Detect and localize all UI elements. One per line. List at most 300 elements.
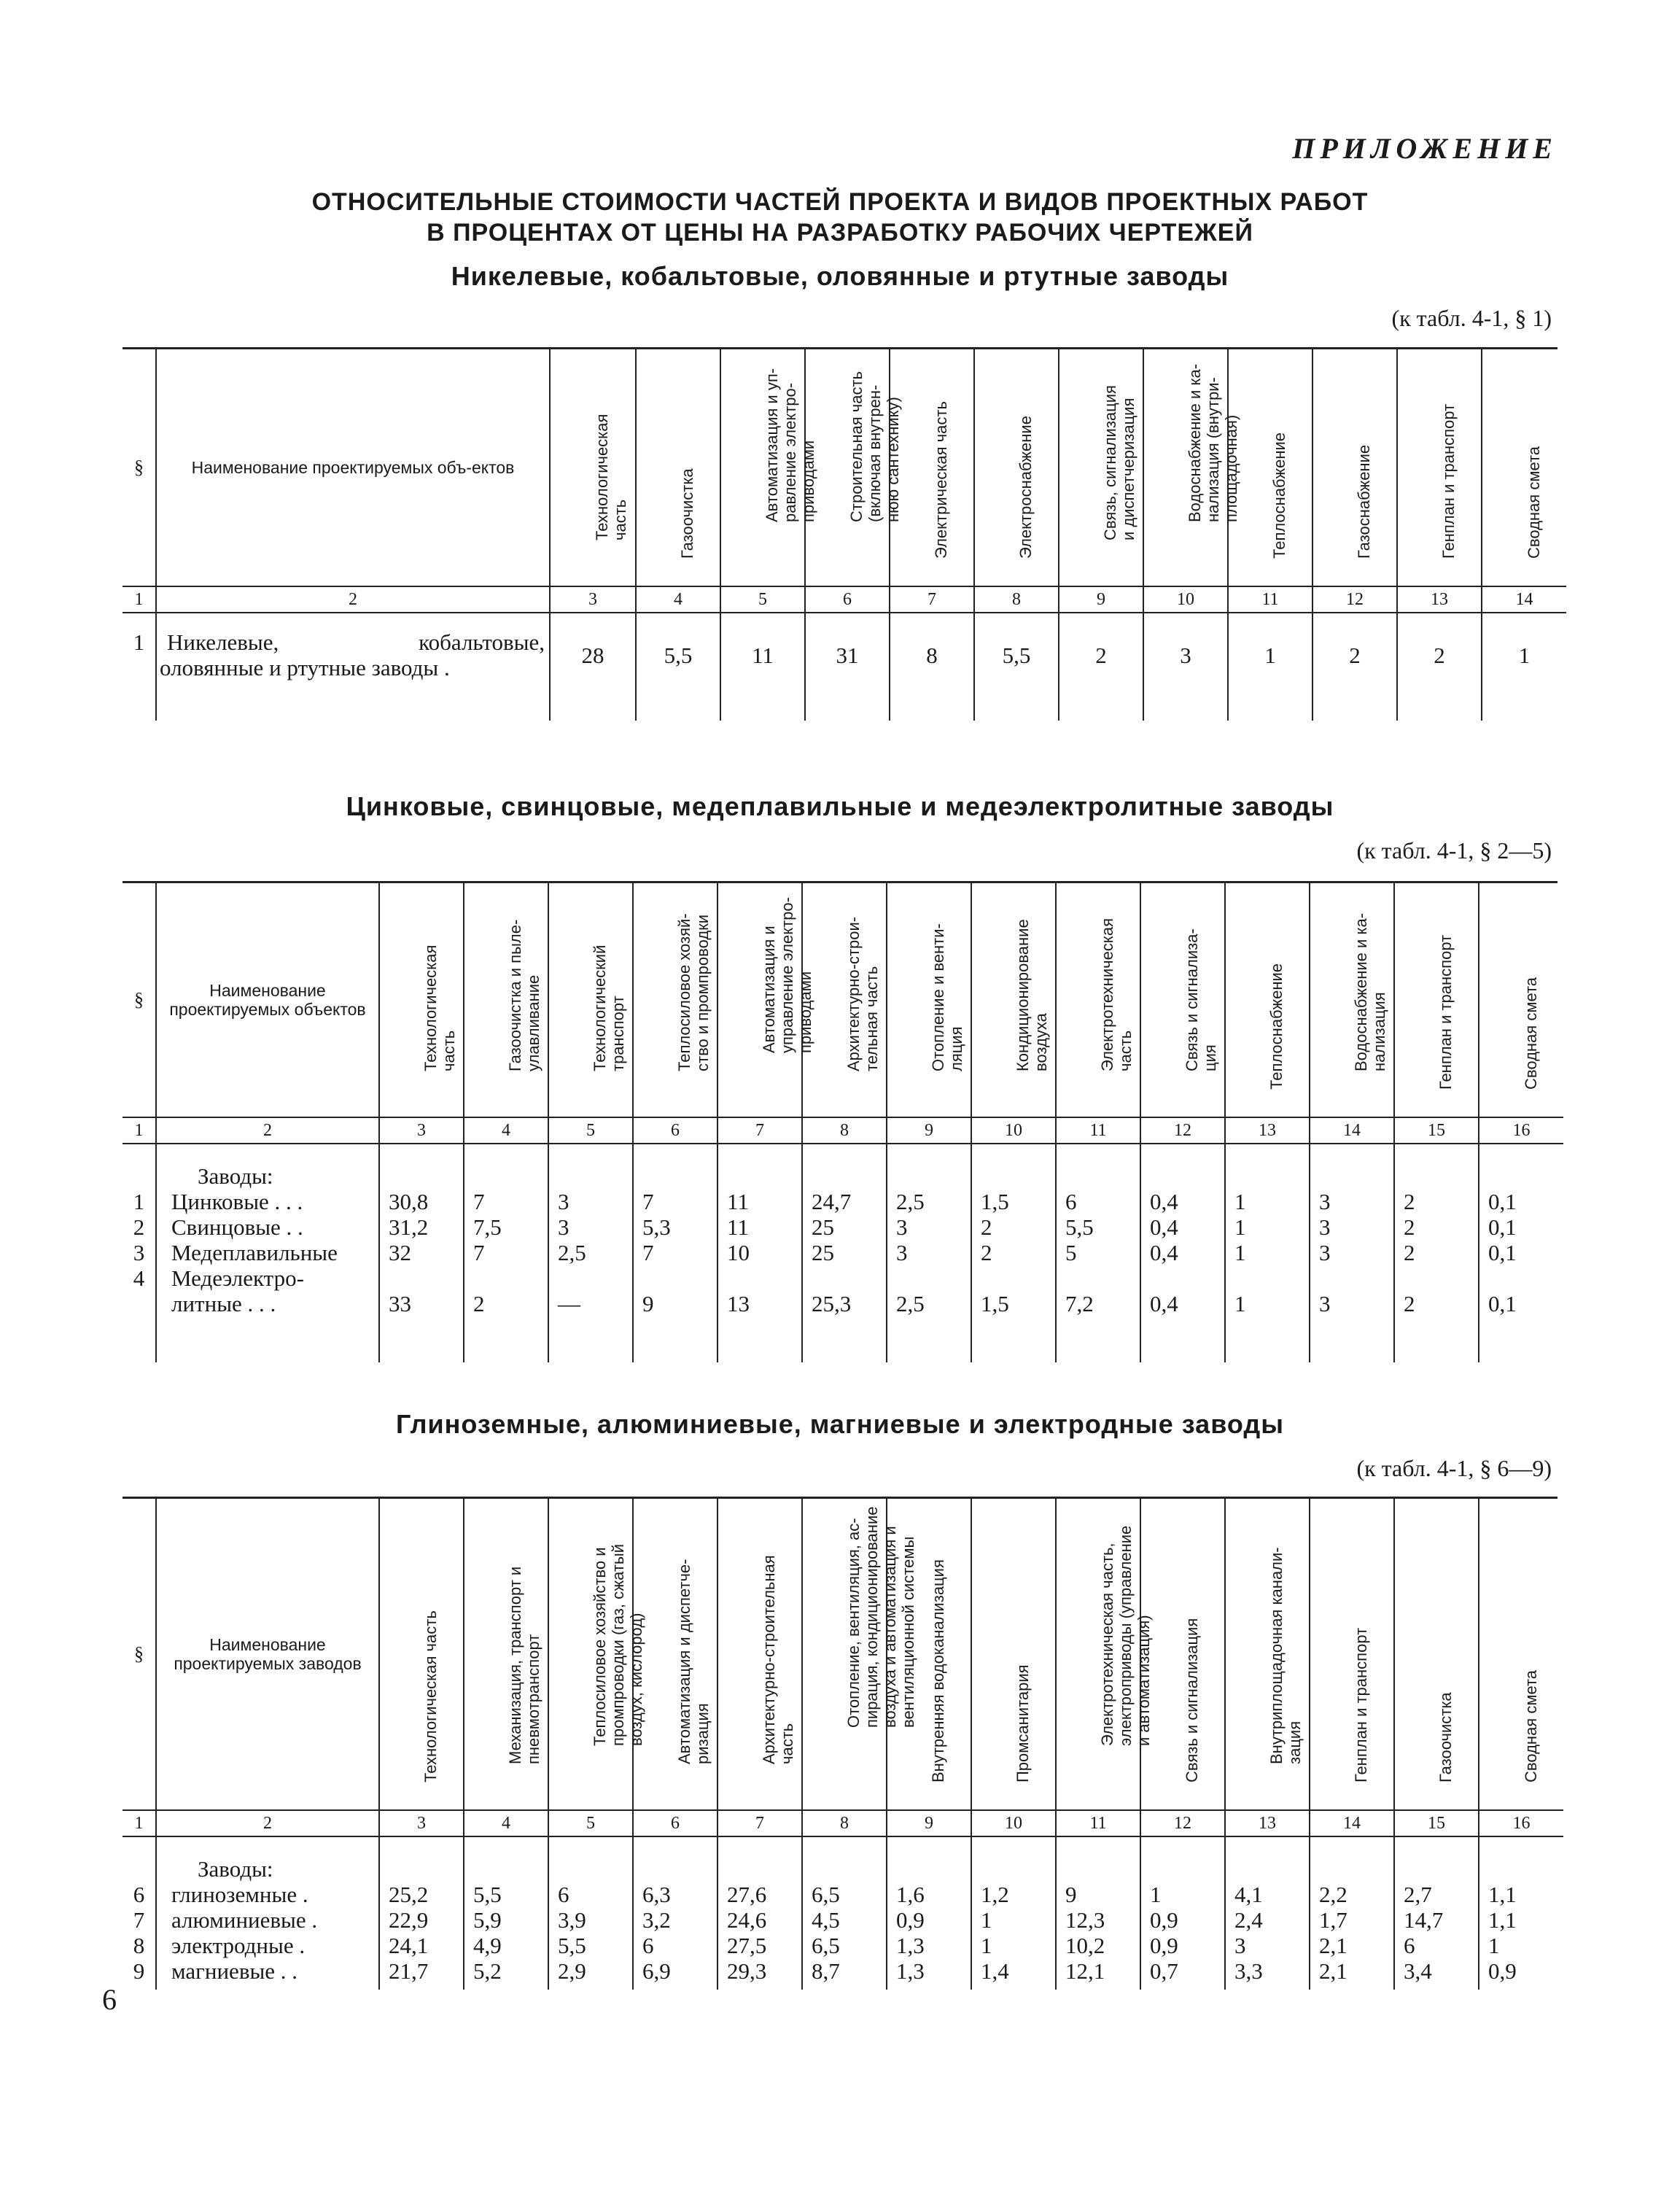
table1-reference: (к табл. 4-1, § 1) [1391,305,1552,331]
value-column [464,1836,548,1990]
section-numbers [122,1836,156,1990]
column-header-label [760,1555,796,1764]
value-cell: 5,2 [473,1958,502,1984]
table-row [122,613,1566,721]
column-header-label [593,414,629,540]
column-number: 1 [122,1117,156,1144]
column-header [1056,1498,1153,1810]
column-number: 2 [156,1810,379,1836]
column-header-label [1436,1692,1455,1782]
wrap-spacer [1404,1265,1478,1291]
group-label: Заводы: [198,1163,273,1189]
value-column [1394,1144,1479,1362]
row-name-line-1: Никелевые, кобальтовые, [167,629,545,655]
wrap-spacer [1234,1265,1309,1291]
column-number: 2 [156,586,550,613]
column-number: 14 [1310,1810,1394,1836]
value-cell: 22,9 [389,1907,429,1933]
column-header [1225,1498,1310,1810]
column-header-line: нализация (внутри- [1204,377,1222,522]
section-number: 1 [133,1189,145,1214]
value-cell: 1 [981,1907,992,1933]
column-header-label [932,401,950,559]
column-header-line: нюю сантехнику) [884,397,902,522]
value-column [718,1836,802,1990]
value-cell: 6,3 [642,1882,671,1907]
row-names [156,1836,379,1990]
table1-header-row [122,349,1566,586]
value-cell: 2 [473,1291,485,1316]
column-header [802,882,887,1117]
column-header-line: ризация [693,1703,712,1764]
column-header-line: Генплан и транспорт [1352,1627,1370,1782]
group-spacer [1404,1856,1478,1882]
column-header [1140,882,1225,1117]
section-numbers [122,1144,156,1362]
value-cell: 4,9 [473,1933,502,1958]
value-cell: 30,8 [389,1189,429,1214]
table3-column-numbers [122,1810,1563,1836]
column-header-label [1014,1664,1032,1782]
column-header [1482,349,1566,586]
value-cell: 5,5 [974,613,1059,721]
column-header-line: Внутриплощадочная канали- [1267,1547,1286,1764]
column-header [1059,349,1143,586]
value-cell: 5,5 [636,613,720,721]
column-header-line: часть [778,1723,796,1764]
column-header-line: Водоснабжение и ка- [1186,363,1204,522]
wrap-spacer [389,1265,463,1291]
value-cell: 27,6 [727,1882,767,1907]
column-header [1228,349,1312,586]
value-cell: 1 [1482,613,1566,721]
column-number: 13 [1397,586,1482,613]
group-spacer [1404,1163,1478,1189]
group-spacer [1234,1856,1309,1882]
value-cell: 2 [1312,613,1397,721]
column-header-line: Внутренняя водоканализация [929,1559,947,1782]
column-number: 3 [379,1117,464,1144]
value-cell: 8 [890,613,974,721]
column-number: 6 [633,1810,718,1836]
wrap-spacer [473,1265,548,1291]
value-cell: — [558,1291,580,1316]
column-header-label [591,945,627,1071]
value-cell: 11 [727,1189,749,1214]
column-header [1310,1498,1394,1810]
section-number: 9 [133,1958,145,1984]
column-header-line: Теплоснабжение [1267,963,1286,1090]
row-name: алюминиевые . [171,1907,318,1933]
section-number: 6 [133,1882,145,1907]
section-number: 3 [133,1240,145,1265]
column-header-line: приводами [799,440,817,522]
column-header [550,349,636,586]
column-header-label [1439,404,1458,559]
group-spacer [896,1856,971,1882]
value-cell: 6,5 [812,1882,840,1907]
value-cell: 12,3 [1065,1907,1105,1933]
value-column [887,1144,971,1362]
column-number: 6 [633,1117,718,1144]
value-cell: 3 [896,1214,908,1240]
column-number: 10 [971,1810,1056,1836]
column-header-line: Сводная смета [1521,977,1540,1090]
column-header [890,349,974,586]
value-cell: 7 [642,1189,654,1214]
column-header [1056,882,1140,1117]
row-name: Медеэлектро- [171,1265,304,1291]
column-number: 2 [156,1117,379,1144]
column-header [1394,1498,1479,1810]
value-cell: 1 [1488,1933,1500,1958]
value-cell: 1,6 [896,1882,925,1907]
wrap-spacer [727,1265,801,1291]
column-header-line: Связь и сигнализа- [1183,928,1201,1071]
column-header-line: Электроснабжение [1016,416,1035,559]
column-number: 9 [887,1117,971,1144]
value-cell: 1 [1228,613,1312,721]
column-header-line: промпроводки (газ, сжатый [609,1543,627,1746]
column-header-line: Отопление и венти- [929,923,947,1071]
value-cell: 0,9 [1150,1907,1178,1933]
column-header-line: Генплан и транспорт [1436,934,1455,1090]
section-header: § [134,1642,144,1664]
value-column [802,1836,887,1990]
group-spacer [812,1856,886,1882]
value-cell: 5 [1065,1240,1077,1265]
column-number: 5 [548,1117,633,1144]
column-number: 8 [974,586,1059,613]
value-cell: 2,5 [896,1189,925,1214]
value-column [1479,1836,1563,1990]
column-number: 13 [1225,1810,1310,1836]
group-spacer [1065,1163,1140,1189]
value-column [464,1144,548,1362]
value-cell: 2,9 [558,1958,586,1984]
value-cell: 2 [1404,1189,1415,1214]
value-column [887,1836,971,1990]
value-column [1225,1144,1310,1362]
column-number: 9 [887,1810,971,1836]
column-header [1143,349,1240,586]
value-cell: 6 [558,1882,569,1907]
value-cell: 2,1 [1319,1958,1348,1984]
value-column [379,1836,464,1990]
value-column [1056,1144,1140,1362]
column-header-line: Автоматизация и уп- [763,368,781,522]
value-cell: 0,4 [1150,1214,1178,1240]
column-header-line: Кондиционирование [1014,919,1032,1071]
value-cell: 2,4 [1234,1907,1263,1933]
column-number: 10 [971,1117,1056,1144]
group-spacer [1065,1856,1140,1882]
value-cell: 9 [642,1291,654,1316]
column-header-line: вентиляционной системы [899,1536,917,1728]
column-header [718,882,814,1117]
value-column [971,1144,1056,1362]
column-header-label [1267,1547,1304,1764]
column-header-line: пирация, кондиционирование [863,1506,881,1728]
value-cell: 4,5 [812,1907,840,1933]
value-cell: 3 [558,1214,569,1240]
value-cell: 5,5 [473,1882,502,1907]
column-header-label [506,920,542,1071]
value-cell: 32 [389,1240,411,1265]
column-header [636,349,720,586]
value-cell: 7 [473,1189,485,1214]
group-spacer [1234,1163,1309,1189]
value-cell: 8,7 [812,1958,840,1984]
value-cell: 1,1 [1488,1882,1517,1907]
value-cell: 2,5 [558,1240,586,1265]
value-cell: 7,5 [473,1214,502,1240]
column-header-line: Сводная смета [1524,446,1543,559]
value-cell: 11 [727,1214,749,1240]
value-cell: 7,2 [1065,1291,1094,1316]
value-cell: 21,7 [389,1958,429,1984]
column-header-line: Электрическая часть [932,401,950,559]
value-column [971,1836,1056,1990]
column-header-line: Технологическая [421,944,440,1071]
value-cell: 6,5 [812,1933,840,1958]
group-spacer [1488,1163,1563,1189]
column-header-line: Газоочистка [1436,1692,1455,1782]
column-number: 4 [636,586,720,613]
value-cell: 2 [981,1214,992,1240]
value-column [1310,1836,1394,1990]
column-number: 1 [122,586,156,613]
column-header-line: Генплан и транспорт [1439,403,1458,559]
value-cell: 2,5 [896,1291,925,1316]
row-name [156,613,550,721]
wrap-spacer [1319,1265,1393,1291]
column-number: 8 [802,1117,887,1144]
column-header [974,349,1059,586]
column-header-label [675,913,712,1071]
value-cell: 12,1 [1065,1958,1105,1984]
value-cell: 1,1 [1488,1907,1517,1933]
section-number: 8 [133,1933,145,1958]
column-header-line: ляция [947,1026,965,1071]
column-header-line: воздуха [1032,1013,1050,1071]
value-column [1225,1836,1310,1990]
value-column [1140,1144,1225,1362]
value-cell: 1,3 [896,1933,925,1958]
value-cell: 0,1 [1488,1240,1517,1265]
column-header-label [1270,432,1288,559]
group-spacer [389,1163,463,1189]
column-header [379,1498,464,1810]
group-spacer [1319,1163,1393,1189]
column-header-line: приводами [796,971,814,1053]
column-number: 15 [1394,1810,1479,1836]
column-header [971,1498,1056,1810]
value-column [379,1144,464,1362]
value-cell: 10,2 [1065,1933,1105,1958]
value-cell: 1 [1234,1240,1246,1265]
value-cell: 2,1 [1319,1933,1348,1958]
value-cell: 1 [981,1933,992,1958]
column-header-line: и диспетчеризация [1119,397,1138,540]
column-header-label [675,1559,712,1764]
name-header: Наименование проектируемых объектов [156,882,379,1117]
column-header [379,882,464,1117]
table2-header-row [122,882,1563,1117]
page-number: 6 [102,1983,117,2016]
group-spacer [981,1856,1055,1882]
value-cell: 3 [1319,1291,1331,1316]
group-spacer [812,1163,886,1189]
value-cell: 1 [1234,1214,1246,1240]
value-cell: 3,4 [1404,1958,1432,1984]
column-header-line: Механизация, транспорт и [506,1566,524,1764]
value-cell: 25 [812,1240,834,1265]
column-header-label [1183,1618,1201,1782]
column-header-label [421,1610,440,1782]
column-number: 7 [718,1810,802,1836]
value-cell: 2 [1397,613,1482,721]
column-header [802,1498,917,1810]
table2-column-numbers [122,1117,1563,1144]
column-number: 13 [1225,1117,1310,1144]
value-cell: 7 [642,1240,654,1265]
column-header-label [1436,935,1455,1090]
column-header-line: зация [1286,1720,1304,1764]
column-header-line: ство и промпроводки [693,914,712,1071]
column-header [1479,1498,1563,1810]
value-cell: 10 [727,1240,750,1265]
group-spacer [1150,1163,1224,1189]
column-header [718,1498,802,1810]
column-header-line: Водоснабжение и ка- [1352,912,1370,1071]
column-header-line: транспорт [609,996,627,1071]
column-header-line: часть [1116,1030,1135,1071]
column-header-label [506,1567,542,1764]
column-header-line: Архитектурно-строительная [760,1555,778,1764]
value-cell: 28 [550,613,636,721]
column-number: 11 [1056,1117,1140,1144]
column-number: 3 [550,586,636,613]
column-header-line: Связь и сигнализация [1183,1618,1201,1782]
column-header [464,882,548,1117]
column-header-line: нализация [1370,992,1388,1071]
column-header [633,882,718,1117]
value-cell: 31 [805,613,890,721]
column-number: 4 [464,1117,548,1144]
value-cell: 3 [1234,1933,1246,1958]
value-cell: 11 [720,613,805,721]
column-header-line: и автоматизация) [1135,1615,1153,1746]
group-spacer [473,1856,548,1882]
row-name: литные . . . [171,1291,276,1316]
group-spacer [122,1856,155,1882]
group-spacer [558,1856,632,1882]
column-header [1479,882,1563,1117]
value-cell: 5,5 [558,1933,586,1958]
value-cell: 0,4 [1150,1189,1178,1214]
value-cell: 25,3 [812,1291,852,1316]
value-cell: 1 [1234,1291,1246,1316]
value-cell: 25,2 [389,1882,429,1907]
value-cell: 1,4 [981,1958,1009,1984]
column-number: 16 [1479,1810,1563,1836]
wrap-spacer [812,1265,886,1291]
column-header-line: Теплоснабжение [1270,432,1288,559]
value-cell: 1,5 [981,1189,1009,1214]
value-cell: 0,7 [1150,1958,1178,1984]
value-cell: 3,2 [642,1907,671,1933]
value-cell: 2,7 [1404,1882,1432,1907]
group-spacer [727,1856,801,1882]
column-header-line: Газоочистка [678,468,696,559]
group-spacer [558,1163,632,1189]
value-cell: 27,5 [727,1933,767,1958]
column-header-line: равление электро- [781,382,799,522]
value-column [1479,1144,1563,1362]
column-header-line: Строительная часть [847,370,866,522]
column-header-label [1014,919,1050,1071]
column-header-line: тельная часть [863,966,881,1071]
value-cell: 5,3 [642,1214,671,1240]
value-cell: 5,9 [473,1907,502,1933]
table2-heading: Цинковые, свинцовые, медеплавильные и медеэлектролитные заводы [346,791,1334,821]
value-column [548,1836,633,1990]
value-cell: 1 [1234,1189,1246,1214]
value-column [718,1144,802,1362]
section-number: 4 [133,1265,145,1291]
value-cell: 9 [1065,1882,1077,1907]
value-cell: 0,1 [1488,1189,1517,1214]
column-header-line: электроприводы (управление [1116,1525,1135,1746]
value-cell: 6 [1065,1189,1077,1214]
value-column [633,1836,718,1990]
column-header-line: Отопление, вентиляция, ас- [844,1518,863,1728]
table3-reference: (к табл. 4-1, § 6—9) [1356,1455,1552,1481]
column-number: 6 [805,586,890,613]
column-header-label [1525,446,1543,559]
table3 [122,1498,1563,1990]
column-header [805,349,902,586]
value-cell: 1,7 [1319,1907,1348,1933]
value-cell: 3 [1319,1240,1331,1265]
value-cell: 33 [389,1291,411,1316]
column-header-label [1101,385,1138,540]
section-header: § [134,456,144,478]
column-header-line: Газоочистка и пыле- [506,919,524,1071]
group-spacer [473,1163,548,1189]
value-cell: 2 [1404,1291,1415,1316]
column-header-label [1522,1670,1540,1782]
value-cell: 3 [896,1240,908,1265]
table3-body [122,1836,1563,1990]
column-number: 4 [464,1810,548,1836]
column-header-label [1183,928,1219,1071]
column-number: 3 [379,1810,464,1836]
column-header-line: Сводная смета [1521,1669,1540,1782]
value-column [1310,1144,1394,1362]
column-header-line: часть [611,499,629,540]
group-spacer [1150,1856,1224,1882]
column-number: 11 [1056,1810,1140,1836]
appendix-label: ПРИЛОЖЕНИЕ [1292,132,1558,165]
wrap-spacer [981,1265,1055,1291]
column-header-line: Связь, сигнализация [1101,385,1119,540]
group-spacer [642,1856,717,1882]
table3-heading: Глиноземные, алюминиевые, магниевые и электродные заводы [396,1409,1284,1439]
column-number: 8 [802,1810,887,1836]
column-header [1312,349,1397,586]
